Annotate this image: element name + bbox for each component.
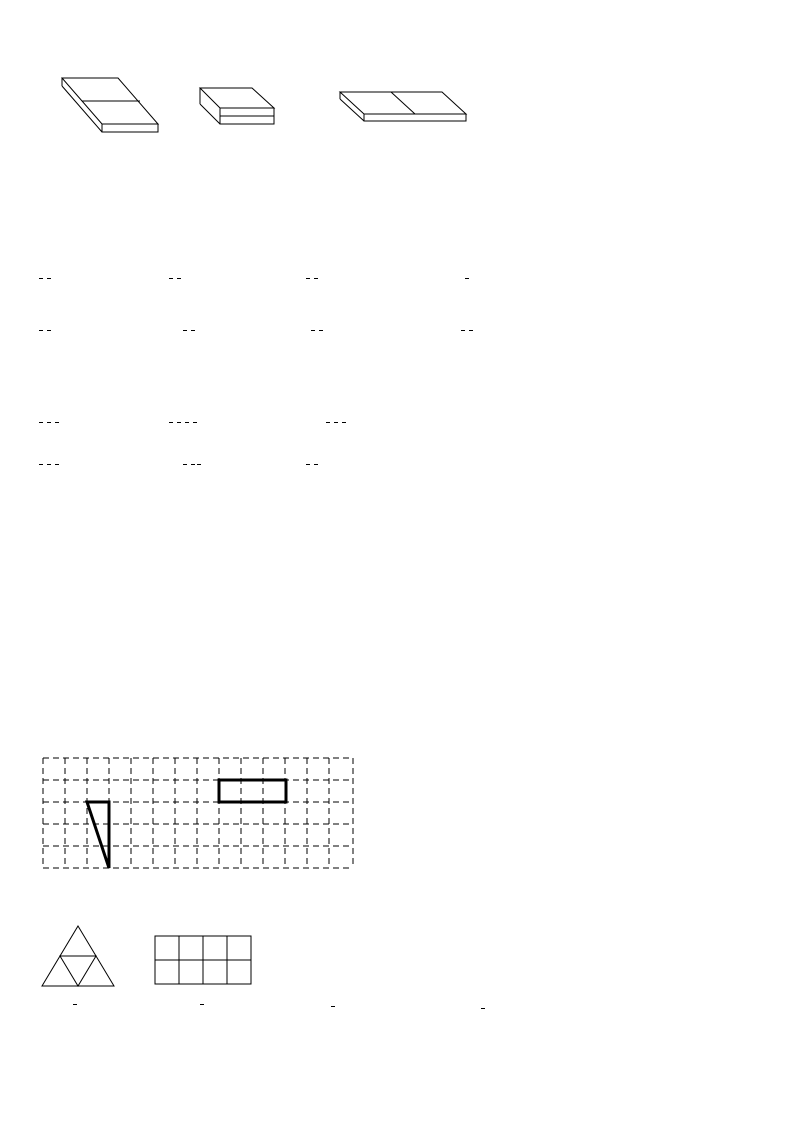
q25-grid-figure: [42, 757, 356, 871]
fraction-denominator: [47, 278, 51, 279]
q22-expr: [168, 278, 184, 279]
fraction: [185, 422, 189, 423]
fraction-denominator: [306, 464, 310, 465]
q23-expr: [38, 422, 60, 423]
fraction-denominator: [191, 464, 195, 465]
fraction-denominator: [39, 278, 43, 279]
fraction-denominator: [47, 422, 51, 423]
q23-expr: [180, 464, 202, 465]
fraction: [314, 278, 318, 279]
fraction: [342, 422, 346, 423]
q22-expr: [38, 330, 54, 331]
fraction-denominator: [191, 330, 195, 331]
fraction-denominator: [306, 278, 310, 279]
fraction: [465, 278, 469, 279]
fraction-denominator: [469, 330, 473, 331]
fraction-denominator: [177, 278, 181, 279]
fraction-denominator: [314, 464, 318, 465]
fraction: [39, 422, 43, 423]
fraction-denominator: [39, 422, 43, 423]
fraction: [197, 464, 201, 465]
q22-expr: [460, 330, 476, 331]
fraction-denominator: [169, 422, 173, 423]
fraction: [39, 330, 43, 331]
fraction: [47, 330, 51, 331]
option-c-prism-figure: [338, 90, 470, 124]
fraction-denominator: [193, 422, 197, 423]
fraction-denominator: [200, 1004, 204, 1005]
fraction-denominator: [39, 330, 43, 331]
fraction: [191, 330, 195, 331]
fraction-denominator: [334, 422, 338, 423]
fraction: [177, 422, 181, 423]
fraction: [169, 278, 173, 279]
q22-expr: [38, 278, 54, 279]
q23-expr: [303, 464, 321, 465]
q22-expr: [460, 278, 472, 279]
fraction-denominator: [169, 278, 173, 279]
fraction: [306, 464, 310, 465]
fraction: [177, 278, 181, 279]
fraction: [314, 464, 318, 465]
fraction-denominator: [481, 1008, 485, 1009]
fraction: [39, 278, 43, 279]
fraction: [469, 330, 473, 331]
fraction: [191, 464, 195, 465]
fraction-denominator: [73, 1004, 77, 1005]
fraction-denominator: [47, 464, 51, 465]
q23-expr: [38, 464, 64, 465]
fraction-denominator: [177, 422, 181, 423]
option-a-prism-figure: [60, 76, 160, 136]
q22-expr: [182, 330, 198, 331]
triangle-shape: [87, 802, 109, 868]
fraction-denominator: [342, 422, 346, 423]
fraction-denominator: [39, 464, 43, 465]
q26-fraction-1: [72, 994, 78, 1013]
q26-rectangle-grid-figure: [154, 935, 254, 987]
q26-fraction-3: [330, 996, 336, 1015]
fraction: [461, 330, 465, 331]
q23-expr: [325, 422, 347, 423]
fraction-denominator: [183, 464, 187, 465]
option-b-prism-figure: [198, 86, 278, 128]
q26-fraction-2: [199, 994, 205, 1013]
fraction: [319, 330, 323, 331]
q26-fraction-4: [480, 998, 486, 1017]
fraction: [47, 278, 51, 279]
fraction: [47, 464, 51, 465]
q22-expr: [310, 330, 326, 331]
fraction: [326, 422, 330, 423]
fraction-denominator: [461, 330, 465, 331]
fraction-denominator: [319, 330, 323, 331]
fraction-denominator: [326, 422, 330, 423]
fraction: [169, 422, 173, 423]
fraction: [306, 278, 310, 279]
fraction: [55, 422, 59, 423]
q26-triangle-figure: [40, 924, 116, 990]
q22-expr: [305, 278, 321, 279]
fraction: [311, 330, 315, 331]
fraction-denominator: [314, 278, 318, 279]
fraction-denominator: [311, 330, 315, 331]
q26-stars-and-pentagons-figure: [432, 924, 558, 994]
fraction: [334, 422, 338, 423]
fraction-denominator: [331, 1006, 335, 1007]
fraction: [193, 422, 197, 423]
fraction-denominator: [47, 330, 51, 331]
q23-expr: [168, 422, 198, 423]
fraction-denominator: [55, 464, 59, 465]
q26-ten-stars-figure: [290, 916, 390, 992]
fraction: [183, 330, 187, 331]
fraction-denominator: [465, 278, 469, 279]
fraction: [55, 464, 59, 465]
fraction-denominator: [55, 422, 59, 423]
fraction-denominator: [183, 330, 187, 331]
fraction: [47, 422, 51, 423]
fraction: [183, 464, 187, 465]
fraction: [39, 464, 43, 465]
rectangle-shape: [219, 780, 286, 802]
fraction-denominator: [185, 422, 189, 423]
fraction-denominator: [197, 464, 201, 465]
